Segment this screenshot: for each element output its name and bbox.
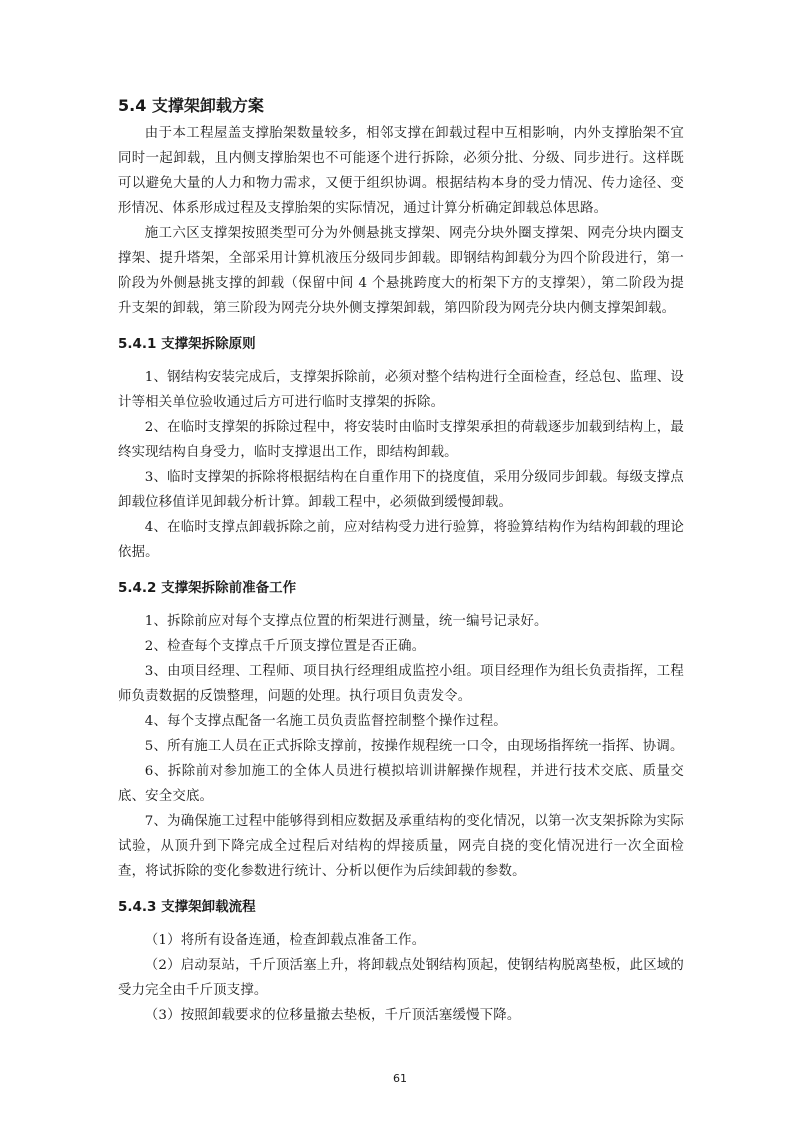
preparation-item-5: 5、所有施工人员在正式拆除支撑前，按操作规程统一口令，由现场指挥统一指挥、协调。 bbox=[144, 739, 684, 754]
procedure-step-1: （1）将所有设备连通，检查卸载点准备工作。 bbox=[144, 933, 426, 948]
page-content bbox=[118, 92, 684, 1028]
intro-paragraph-1: 由于本工程屋盖支撑胎架数量较多，相邻支撑在卸载过程中互相影响，内外支撑胎架不宜同时一起卸载，且内侧支撑胎架也不可能逐个进行拆除，必须分批、分级、同步进行。这样既可以避免大量的人力和物力需求，又便于组织协调。根据结构本身的受力情况、传力途径、变形情况、体系形成过程及支撑胎架的实际情况，通过计算分析确定卸载总体思路。 bbox=[118, 126, 684, 216]
section-title: 5.4 支撑架卸载方案 bbox=[118, 96, 264, 115]
preparation-item-3: 3、由项目经理、工程师、项目执行经理组成监控小组。项目经理作为组长负责指挥，工程师负责数据的反馈整理，问题的处理。执行项目负责发令。 bbox=[118, 664, 684, 704]
intro-paragraph-2: 施工六区支撑架按照类型可分为外侧悬挑支撑架、网壳分块外圈支撑架、网壳分块内圈支撑架、提升塔架，全部采用计算机液压分级同步卸载。即钢结构卸载分为四个阶段进行，第一阶段为外侧悬挑支撑的卸载（保留中间 4 个悬挑跨度大的桁架下方的支撑架），第二阶段为提升支架的卸载，第三阶段为网壳分块外侧支撑架卸载，第四阶段为网壳分块内侧支撑架卸载。 bbox=[118, 226, 684, 316]
preparation-item-7: 7、为确保施工过程中能够得到相应数据及承重结构的变化情况，以第一次支架拆除为实际试验，从顶升到下降完成全过程后对结构的焊接质量，网壳自挠的变化情况进行一次全面检查，将试拆除的变化参数进行统计、分析以便作为后续卸载的参数。 bbox=[118, 814, 684, 879]
principle-item-4: 4、在临时支撑点卸载拆除之前，应对结构受力进行验算，将验算结构作为结构卸载的理论依据。 bbox=[118, 520, 684, 560]
principle-item-3: 3、临时支撑架的拆除将根据结构在自重作用下的挠度值，采用分级同步卸载。每级支撑点卸载位移值详见卸载分析计算。卸载工程中，必须做到缓慢卸载。 bbox=[118, 470, 684, 510]
preparation-item-1: 1、拆除前应对每个支撑点位置的桁架进行测量，统一编号记录好。 bbox=[144, 614, 548, 629]
subsection-title-preparation: 5.4.2 支撑架拆除前准备工作 bbox=[118, 580, 297, 596]
procedure-step-2: （2）启动泵站，千斤顶活塞上升，将卸载点处钢结构顶起，使钢结构脱离垫板，此区域的受力完全由千斤顶支撑。 bbox=[118, 958, 684, 998]
preparation-item-6: 6、拆除前对参加施工的全体人员进行模拟培训讲解操作规程，并进行技术交底、质量交底、安全交底。 bbox=[118, 764, 684, 804]
page-number: 61 bbox=[393, 1072, 407, 1085]
subsection-title-principles: 5.4.1 支撑架拆除原则 bbox=[118, 336, 256, 352]
principle-item-1: 1、钢结构安装完成后，支撑架拆除前，必须对整个结构进行全面检查，经总包、监理、设计等相关单位验收通过后方可进行临时支撑架的拆除。 bbox=[118, 370, 684, 410]
subsection-title-procedure: 5.4.3 支撑架卸载流程 bbox=[118, 899, 256, 915]
preparation-item-2: 2、检查每个支撑点千斤顶支撑位置是否正确。 bbox=[144, 639, 426, 654]
procedure-step-3: （3）按照卸载要求的位移量撤去垫板，千斤顶活塞缓慢下降。 bbox=[144, 1008, 521, 1023]
principle-item-2: 2、在临时支撑架的拆除过程中，将安装时由临时支撑架承担的荷载逐步加载到结构上，最终实现结构自身受力，临时支撑退出工作，即结构卸载。 bbox=[118, 420, 684, 460]
preparation-item-4: 4、每个支撑点配备一名施工员负责监督控制整个操作过程。 bbox=[144, 714, 507, 729]
